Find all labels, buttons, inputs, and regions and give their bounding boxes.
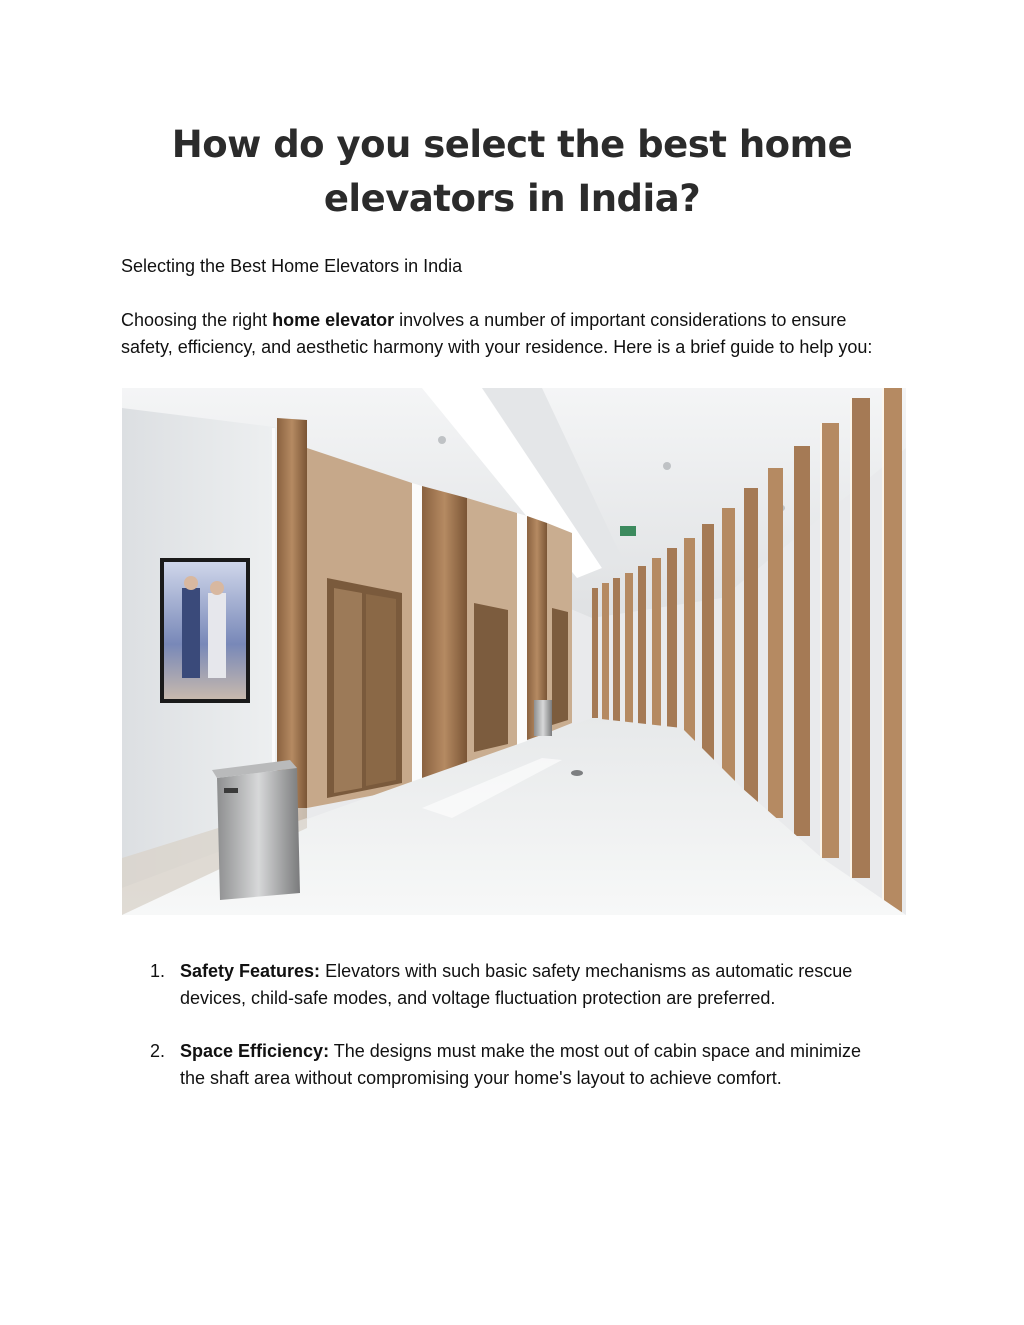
- intro-text-end: involves a number of important considerations to ensure safety, efficiency, and aesthetic harmony with your residence. Here is a brief guide to help you:: [121, 310, 873, 357]
- list-item-text: Elevators with such basic safety mechanisms as automatic rescue devices, child-safe modes, and voltage fluctuation protection are preferred.: [180, 961, 853, 1008]
- list-item-text: The designs must make the most out of cabin space and minimize the shaft area without compromising your home's layout to achieve comfort.: [180, 1041, 861, 1088]
- list-item: [0, 958, 880, 1011]
- page-title: How do you select the best home elevators in India?: [171, 123, 853, 220]
- intro-bold-term: home elevator: [272, 310, 395, 330]
- considerations-list: [0, 958, 1024, 1118]
- intro-paragraph: [121, 307, 891, 360]
- list-item-number: 2.: [150, 1041, 166, 1061]
- subtitle: Selecting the Best Home Elevators in India: [121, 256, 463, 276]
- elevator-lobby-illustration: [122, 388, 906, 915]
- intro-text-start: Choosing the right: [121, 310, 273, 330]
- list-item: [0, 1038, 880, 1091]
- list-item-heading: Space Efficiency:: [180, 1041, 330, 1061]
- elevator-lobby-image: [122, 388, 906, 915]
- list-item-number: 1.: [150, 961, 166, 981]
- list-item-heading: Safety Features:: [180, 961, 321, 981]
